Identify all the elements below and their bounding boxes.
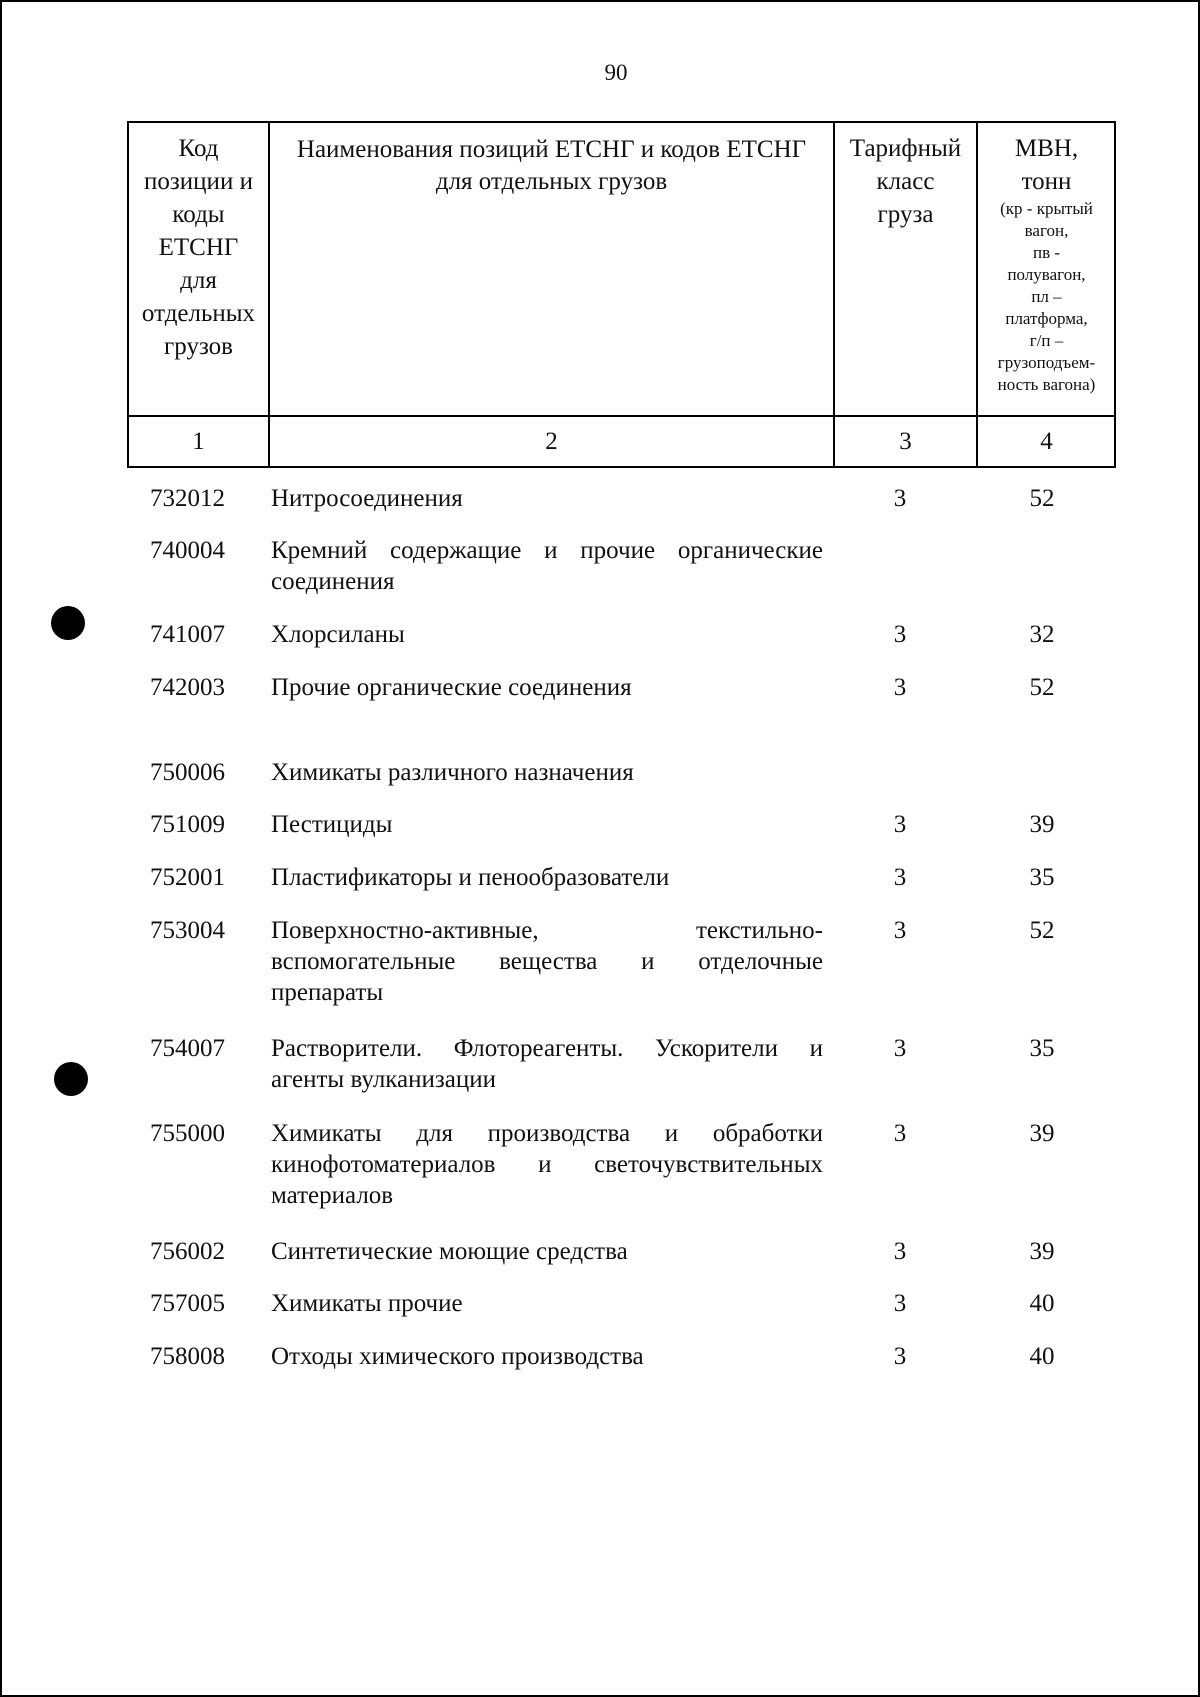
row-code: 758008 xyxy=(150,1343,225,1370)
row-code: 756002 xyxy=(150,1238,225,1265)
header-text: грузов xyxy=(164,333,233,360)
column-number: 4 xyxy=(1040,428,1053,455)
row-name: Химикаты различного назначения xyxy=(271,759,634,786)
row-class: 3 xyxy=(893,917,907,944)
row-name: Растворители. Флотореагенты. Ускорители и агенты вулканизации xyxy=(271,1035,823,1093)
header-text: ЕТСНГ xyxy=(158,234,239,261)
header-text: МВН, xyxy=(1014,135,1079,162)
row-name: Отходы химического производства xyxy=(271,1343,644,1370)
header-note: г/п – xyxy=(1029,331,1064,350)
header-text: класс xyxy=(876,168,935,195)
header-note: вагон, xyxy=(1024,221,1069,240)
header-text: отдельных xyxy=(141,300,256,327)
row-code: 750006 xyxy=(150,759,225,786)
row-code: 732012 xyxy=(150,485,225,512)
column-number: 1 xyxy=(192,428,205,455)
row-class: 3 xyxy=(893,1035,907,1062)
header-note: грузоподъем- xyxy=(997,353,1096,372)
row-name: Хлорсиланы xyxy=(271,621,405,648)
row-mvn: 40 xyxy=(1029,1290,1055,1317)
header-text: позиции и xyxy=(144,168,253,195)
header-text: коды xyxy=(172,201,225,228)
header-note: (кр - крытый xyxy=(1000,199,1093,218)
row-name: Синтетические моющие средства xyxy=(271,1238,628,1265)
header-note: ность вагона) xyxy=(997,375,1096,394)
row-class: 3 xyxy=(893,485,907,512)
row-code: 755000 xyxy=(150,1120,225,1147)
header-note: пл – xyxy=(1031,287,1062,306)
row-mvn: 40 xyxy=(1029,1343,1055,1370)
row-mvn: 52 xyxy=(1029,674,1055,701)
header-text: для xyxy=(180,267,217,294)
row-class: 3 xyxy=(893,811,907,838)
row-name: Прочие органические соединения xyxy=(271,674,632,701)
header-note: пв - xyxy=(1032,243,1061,262)
row-mvn: 52 xyxy=(1029,917,1055,944)
column-number: 3 xyxy=(899,428,912,455)
row-code: 757005 xyxy=(150,1290,225,1317)
row-name: Поверхностно-активные, текстильно-вспомогательные вещества и отделочные препараты xyxy=(271,917,823,1006)
row-code: 753004 xyxy=(150,917,225,944)
row-name: Пестициды xyxy=(271,811,393,838)
header-text: Тарифный xyxy=(849,135,962,162)
row-mvn: 39 xyxy=(1029,1120,1055,1147)
row-class: 3 xyxy=(893,1343,907,1370)
column-number: 2 xyxy=(545,428,558,455)
punch-hole xyxy=(51,606,85,640)
row-class: 3 xyxy=(893,1120,907,1147)
header-note: полувагон, xyxy=(1007,265,1086,284)
row-name: Кремний содержащие и прочие органические соединения xyxy=(271,537,823,595)
row-code: 752001 xyxy=(150,864,225,891)
header-text: Код xyxy=(178,135,219,162)
row-class: 3 xyxy=(893,621,907,648)
row-name: Химикаты для производства и обработки кинофотоматериалов и светочувствительных материалов xyxy=(271,1120,823,1209)
row-code: 742003 xyxy=(150,674,225,701)
row-code: 751009 xyxy=(150,811,225,838)
row-name: Нитросоединения xyxy=(271,485,463,512)
row-mvn: 35 xyxy=(1029,864,1055,891)
table-header xyxy=(127,121,1116,468)
row-class: 3 xyxy=(893,1238,907,1265)
row-mvn: 52 xyxy=(1029,485,1055,512)
row-mvn: 35 xyxy=(1029,1035,1055,1062)
row-mvn: 39 xyxy=(1029,1238,1055,1265)
row-class: 3 xyxy=(893,1290,907,1317)
header-note: платформа, xyxy=(1005,309,1088,328)
row-code: 754007 xyxy=(150,1035,225,1062)
row-mvn: 32 xyxy=(1029,621,1055,648)
header-mvn-column xyxy=(978,132,1115,396)
row-mvn: 39 xyxy=(1029,811,1055,838)
row-class: 3 xyxy=(893,864,907,891)
row-code: 740004 xyxy=(150,537,225,564)
row-name: Пластификаторы и пенообразователи xyxy=(271,864,670,891)
row-name: Химикаты прочие xyxy=(271,1290,463,1317)
row-class: 3 xyxy=(893,674,907,701)
header-code-column xyxy=(129,132,268,363)
page-number: 90 xyxy=(604,60,628,85)
row-code: 741007 xyxy=(150,621,225,648)
header-text: груза xyxy=(877,201,934,228)
header-text: тонн xyxy=(1021,168,1072,195)
header-class-column xyxy=(835,132,976,231)
punch-hole xyxy=(54,1062,88,1096)
header-name-column: Наименования позиций ЕТСНГ и кодов ЕТСНГ для отдельных грузов xyxy=(296,136,807,195)
